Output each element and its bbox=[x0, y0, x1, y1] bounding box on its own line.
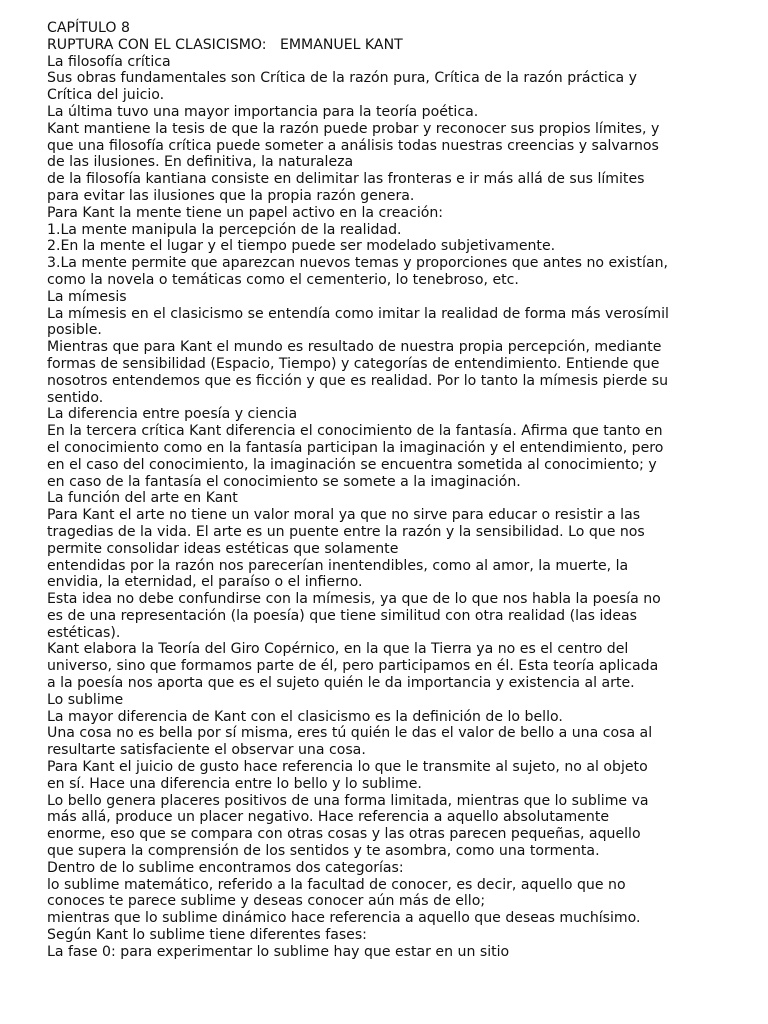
text-line: 1.La mente manipula la percepción de la realidad. bbox=[47, 221, 402, 238]
text-line: La última tuvo una mayor importancia para la teoría poética. bbox=[47, 103, 479, 120]
text-line: que supera la comprensión de los sentidos y te asombra, como una tormenta. bbox=[47, 843, 600, 860]
text-line: La mímesis en el clasicismo se entendía como imitar la realidad de forma más verosímil bbox=[47, 305, 669, 322]
text-line: en caso de la fantasía el conocimiento se somete a la imaginación. bbox=[47, 473, 521, 490]
text-line: estéticas). bbox=[47, 624, 121, 641]
text-line: sentido. bbox=[47, 389, 104, 406]
text-line: formas de sensibilidad (Espacio, Tiempo) y categorías de entendimiento. Entiende que bbox=[47, 355, 660, 372]
text-line: La mayor diferencia de Kant con el clasicismo es la definición de lo bello. bbox=[47, 708, 563, 725]
text-line: La mímesis bbox=[47, 288, 127, 305]
text-line: Kant mantiene la tesis de que la razón puede probar y reconocer sus propios límites, y bbox=[47, 120, 660, 137]
text-line: CAPÍTULO 8 bbox=[47, 20, 130, 36]
text-line: más allá, produce un placer negativo. Hace referencia a aquello absolutamente bbox=[47, 809, 610, 826]
text-line: Esta idea no debe confundirse con la mímesis, ya que de lo que nos habla la poesía no bbox=[47, 591, 661, 608]
text-line: como la novela o temáticas como el cementerio, lo tenebroso, etc. bbox=[47, 271, 519, 288]
text-line: que una filosofía crítica puede someter a análisis todas nuestras creencias y salvarnos bbox=[47, 137, 659, 154]
text-line: a la poesía nos aporta que es el sujeto quién le da importancia y existencia al arte. bbox=[47, 675, 635, 692]
text-line: Dentro de lo sublime encontramos dos categorías: bbox=[47, 859, 404, 876]
text-line: 2.En la mente el lugar y el tiempo puede ser modelado subjetivamente. bbox=[47, 238, 556, 255]
text-line: tragedias de la vida. El arte es un puente entre la razón y la sensibilidad. Lo que nos bbox=[47, 523, 645, 540]
text-line: Sus obras fundamentales son Crítica de la razón pura, Crítica de la razón práctica y bbox=[47, 70, 637, 87]
text-line: RUPTURA CON EL CLASICISMO: EMMANUEL KANT bbox=[47, 36, 403, 53]
text-line: de la filosofía kantiana consiste en delimitar las fronteras e ir más allá de sus límites bbox=[47, 171, 645, 188]
text-line: La filosofía crítica bbox=[47, 53, 171, 70]
text-line: es de una representación (la poesía) que tiene similitud con otra realidad (las ideas bbox=[47, 607, 637, 624]
text-line: La fase 0: para experimentar lo sublime hay que estar en un sitio bbox=[47, 943, 510, 960]
text-line: Para Kant la mente tiene un papel activo en la creación: bbox=[47, 204, 444, 221]
text-line: Según Kant lo sublime tiene diferentes fases: bbox=[47, 927, 367, 944]
text-line: 3.La mente permite que aparezcan nuevos temas y proporciones que antes no existían, bbox=[47, 255, 669, 272]
text-line: el conocimiento como en la fantasía participan la imaginación y el entendimiento, pero bbox=[47, 439, 664, 456]
text-line: Para Kant el juicio de gusto hace referencia lo que le transmite al sujeto, no al objeto bbox=[47, 759, 648, 776]
text-line: entendidas por la razón nos parecerían inentendibles, como al amor, la muerte, la bbox=[47, 557, 629, 574]
text-line: La función del arte en Kant bbox=[47, 490, 238, 507]
document-page bbox=[47, 20, 737, 961]
text-line: En la tercera crítica Kant diferencia el conocimiento de la fantasía. Afirma que tanto en bbox=[47, 423, 663, 440]
text-line: La diferencia entre poesía y ciencia bbox=[47, 406, 298, 423]
text-line: Kant elabora la Teoría del Giro Copérnico, en la que la Tierra ya no es el centro del bbox=[47, 641, 629, 658]
text-line: en sí. Hace una diferencia entre lo bello y lo sublime. bbox=[47, 775, 422, 792]
text-line: para evitar las ilusiones que la propia razón genera. bbox=[47, 187, 415, 204]
text-line: lo sublime matemático, referido a la facultad de conocer, es decir, aquello que no bbox=[47, 876, 626, 893]
text-line: permite consolidar ideas estéticas que solamente bbox=[47, 540, 399, 557]
text-line: mientras que lo sublime dinámico hace referencia a aquello que deseas muchísimo. bbox=[47, 910, 641, 927]
text-line: Mientras que para Kant el mundo es resultado de nuestra propia percepción, mediante bbox=[47, 339, 662, 356]
text-line: conoces te parece sublime y deseas conocer aún más de ello; bbox=[47, 893, 486, 910]
text-line: de las ilusiones. En definitiva, la naturaleza bbox=[47, 154, 354, 171]
text-line: Para Kant el arte no tiene un valor moral ya que no sirve para educar o resistir a las bbox=[47, 507, 641, 524]
text-line: enorme, eso que se compara con otras cosas y las otras parecen pequeñas, aquello bbox=[47, 826, 641, 843]
text-line: resultarte satisfaciente el observar una cosa. bbox=[47, 742, 366, 759]
text-line: Lo sublime bbox=[47, 691, 124, 708]
text-line: Una cosa no es bella por sí misma, eres tú quién le das el valor de bello a una cosa al bbox=[47, 725, 653, 742]
text-line: Lo bello genera placeres positivos de una forma limitada, mientras que lo sublime va bbox=[47, 792, 649, 809]
text-line: posible. bbox=[47, 322, 102, 339]
text-line: en el caso del conocimiento, la imaginación se encuentra sometida al conocimiento; y bbox=[47, 456, 657, 473]
text-line: Crítica del juicio. bbox=[47, 87, 165, 104]
text-line: envidia, la eternidad, el paraíso o el infierno. bbox=[47, 574, 363, 591]
text-line: nosotros entendemos que es ficción y que es realidad. Por lo tanto la mímesis pierde su bbox=[47, 372, 669, 389]
text-line: universo, sino que formamos parte de él, pero participamos en él. Esta teoría aplicada bbox=[47, 658, 659, 675]
